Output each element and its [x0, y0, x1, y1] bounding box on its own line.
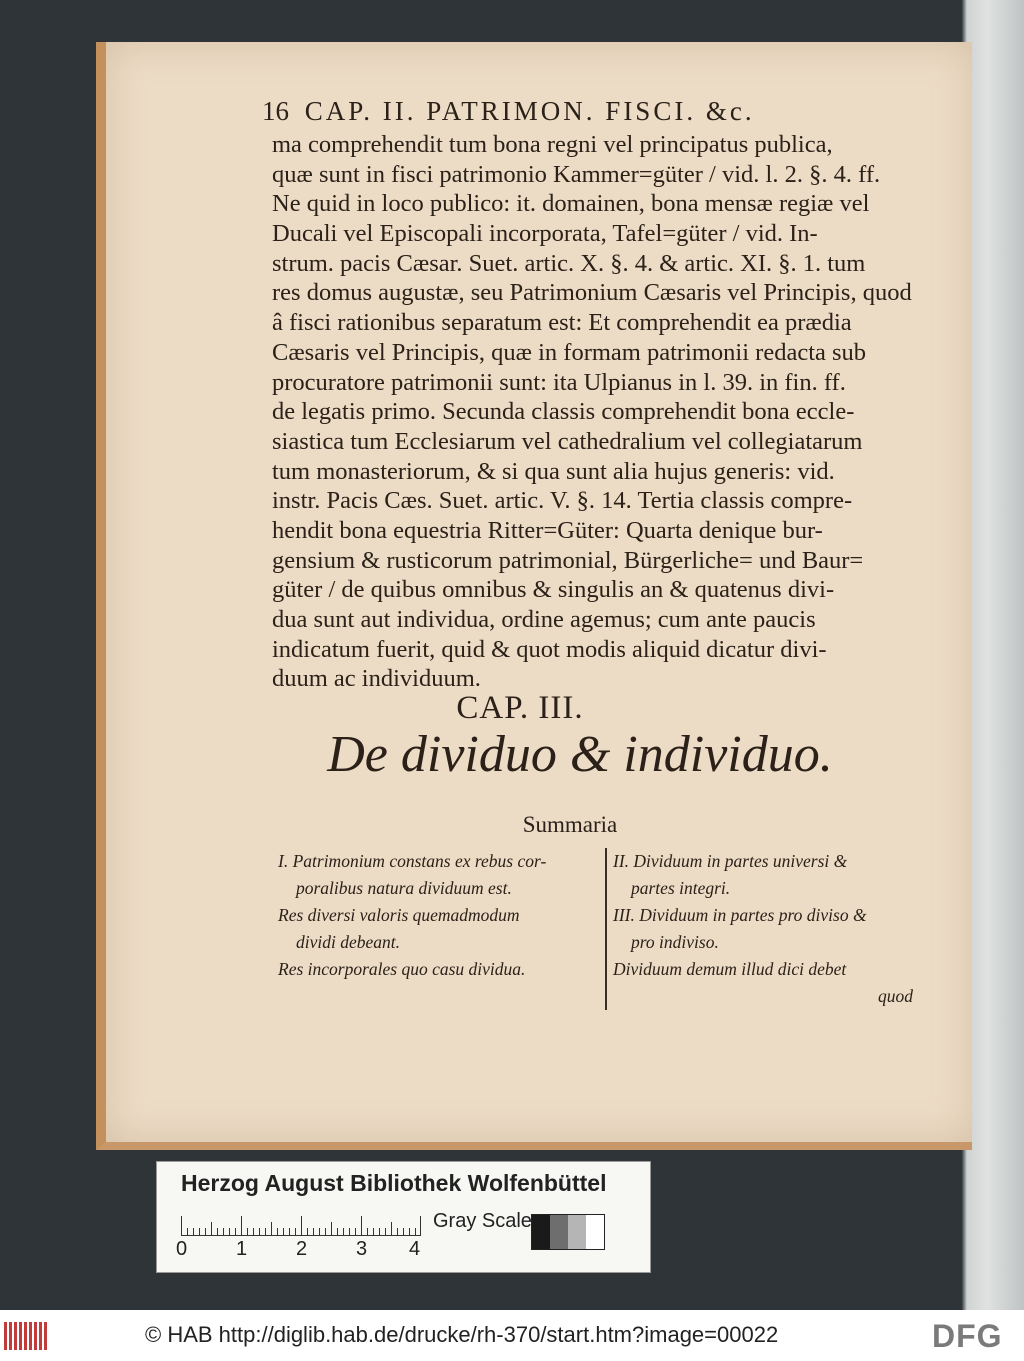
hab-barcode-icon: [4, 1322, 48, 1350]
dfg-logo: DFG: [932, 1318, 1003, 1354]
summary-heading: Summaria: [522, 812, 618, 837]
chapter-number: CAP. III.: [456, 690, 584, 726]
text-line: dua sunt aut individua, ordine agemus; cum ante paucis: [272, 606, 816, 633]
text-line: res domus augustæ, seu Patrimonium Cæsaris vel Principis, quod: [272, 279, 912, 307]
text-line: hendit bona equestria Ritter=Güter: Quarta denique bur-: [272, 516, 823, 544]
summary-item: III. Dividuum in partes pro diviso &: [613, 905, 867, 925]
text-line: gensium & rusticorum patrimonial, Bürgerliche= und Baur=: [272, 546, 864, 574]
summary-item: poralibus natura dividuum est.: [296, 878, 512, 898]
summary-left-column: [278, 848, 608, 983]
running-header: [262, 96, 862, 127]
summary-item: partes integri.: [631, 878, 731, 898]
summary-item: dividi debeant.: [296, 932, 401, 952]
text-line: güter / de quibus omnibus & singulis an & quatenus divi-: [272, 576, 835, 604]
text-line: siastica tum Ecclesiarum vel cathedralium vel collegiatarum: [272, 427, 863, 455]
ruler-number: 3: [356, 1238, 368, 1260]
text-line: quæ sunt in fisci patrimonio Kammer=güter / vid. l. 2. §. 4. ff.: [272, 160, 881, 188]
text-line: Cæsaris vel Principis, quæ in formam patrimonii redacta sub: [272, 338, 867, 366]
text-line: Ne quid in loco publico: it. domainen, bona mensæ regiæ vel: [272, 190, 870, 218]
footer-bar: [0, 1310, 1024, 1361]
ruler-number: 1: [236, 1238, 248, 1260]
summary-item: II. Dividuum in partes universi &: [613, 851, 848, 871]
gray-scale-label: Gray Scale: [433, 1210, 532, 1232]
summary-item: Res incorporales quo casu dividua.: [278, 959, 526, 979]
text-line: â fisci rationibus separatum est: Et comprehendit ea prædia: [272, 309, 852, 337]
chapter-title: De dividuo & individuo.: [327, 726, 833, 783]
page-number: 16: [262, 96, 289, 126]
text-line: Ducali vel Episcopali incorporata, Tafel=güter / vid. In-: [272, 220, 818, 248]
text-line: duum ac individuum.: [272, 665, 481, 693]
body-text: [272, 130, 932, 694]
summary-item: Dividuum demum illud dici debet: [613, 959, 847, 979]
text-line: indicatum fuerit, quid & quot modis aliquid dicatur divi-: [272, 635, 827, 663]
text-line: ma comprehendit tum bona regni vel principatus publica,: [272, 131, 833, 158]
scale-ruler: [181, 1216, 421, 1236]
ruler-number: 0: [176, 1238, 188, 1260]
text-line: instr. Pacis Cæs. Suet. artic. V. §. 14. Tertia classis compre-: [272, 487, 853, 515]
summary-item: Res diversi valoris quemadmodum: [278, 905, 520, 925]
summary-item: pro indiviso.: [631, 932, 719, 952]
text-line: tum monasteriorum, & si qua sunt alia hujus generis: vid.: [272, 457, 835, 485]
institution-name: Herzog August Bibliothek Wolfenbüttel: [181, 1170, 607, 1196]
gray-scale-swatch: [531, 1214, 605, 1250]
copyright-link[interactable]: © HAB http://diglib.hab.de/drucke/rh-370/start.htm?image=00022: [145, 1322, 779, 1347]
ruler-number: 4: [409, 1238, 421, 1260]
library-color-card: [156, 1161, 651, 1273]
text-line: strum. pacis Cæsar. Suet. artic. X. §. 4. & artic. XI. §. 1. tum: [272, 249, 866, 277]
summary-right-column: [605, 848, 943, 1010]
text-line: de legatis primo. Secunda classis comprehendit bona eccle-: [272, 398, 855, 426]
summary-item: I. Patrimonium constans ex rebus cor-: [278, 851, 547, 871]
ruler-number: 2: [296, 1238, 308, 1260]
catchword: quod: [878, 986, 913, 1006]
text-line: procuratore patrimonii sunt: ita Ulpianus in l. 39. in fin. ff.: [272, 368, 846, 396]
running-head: CAP. II. PATRIMON. FISCI. &c.: [304, 96, 755, 126]
